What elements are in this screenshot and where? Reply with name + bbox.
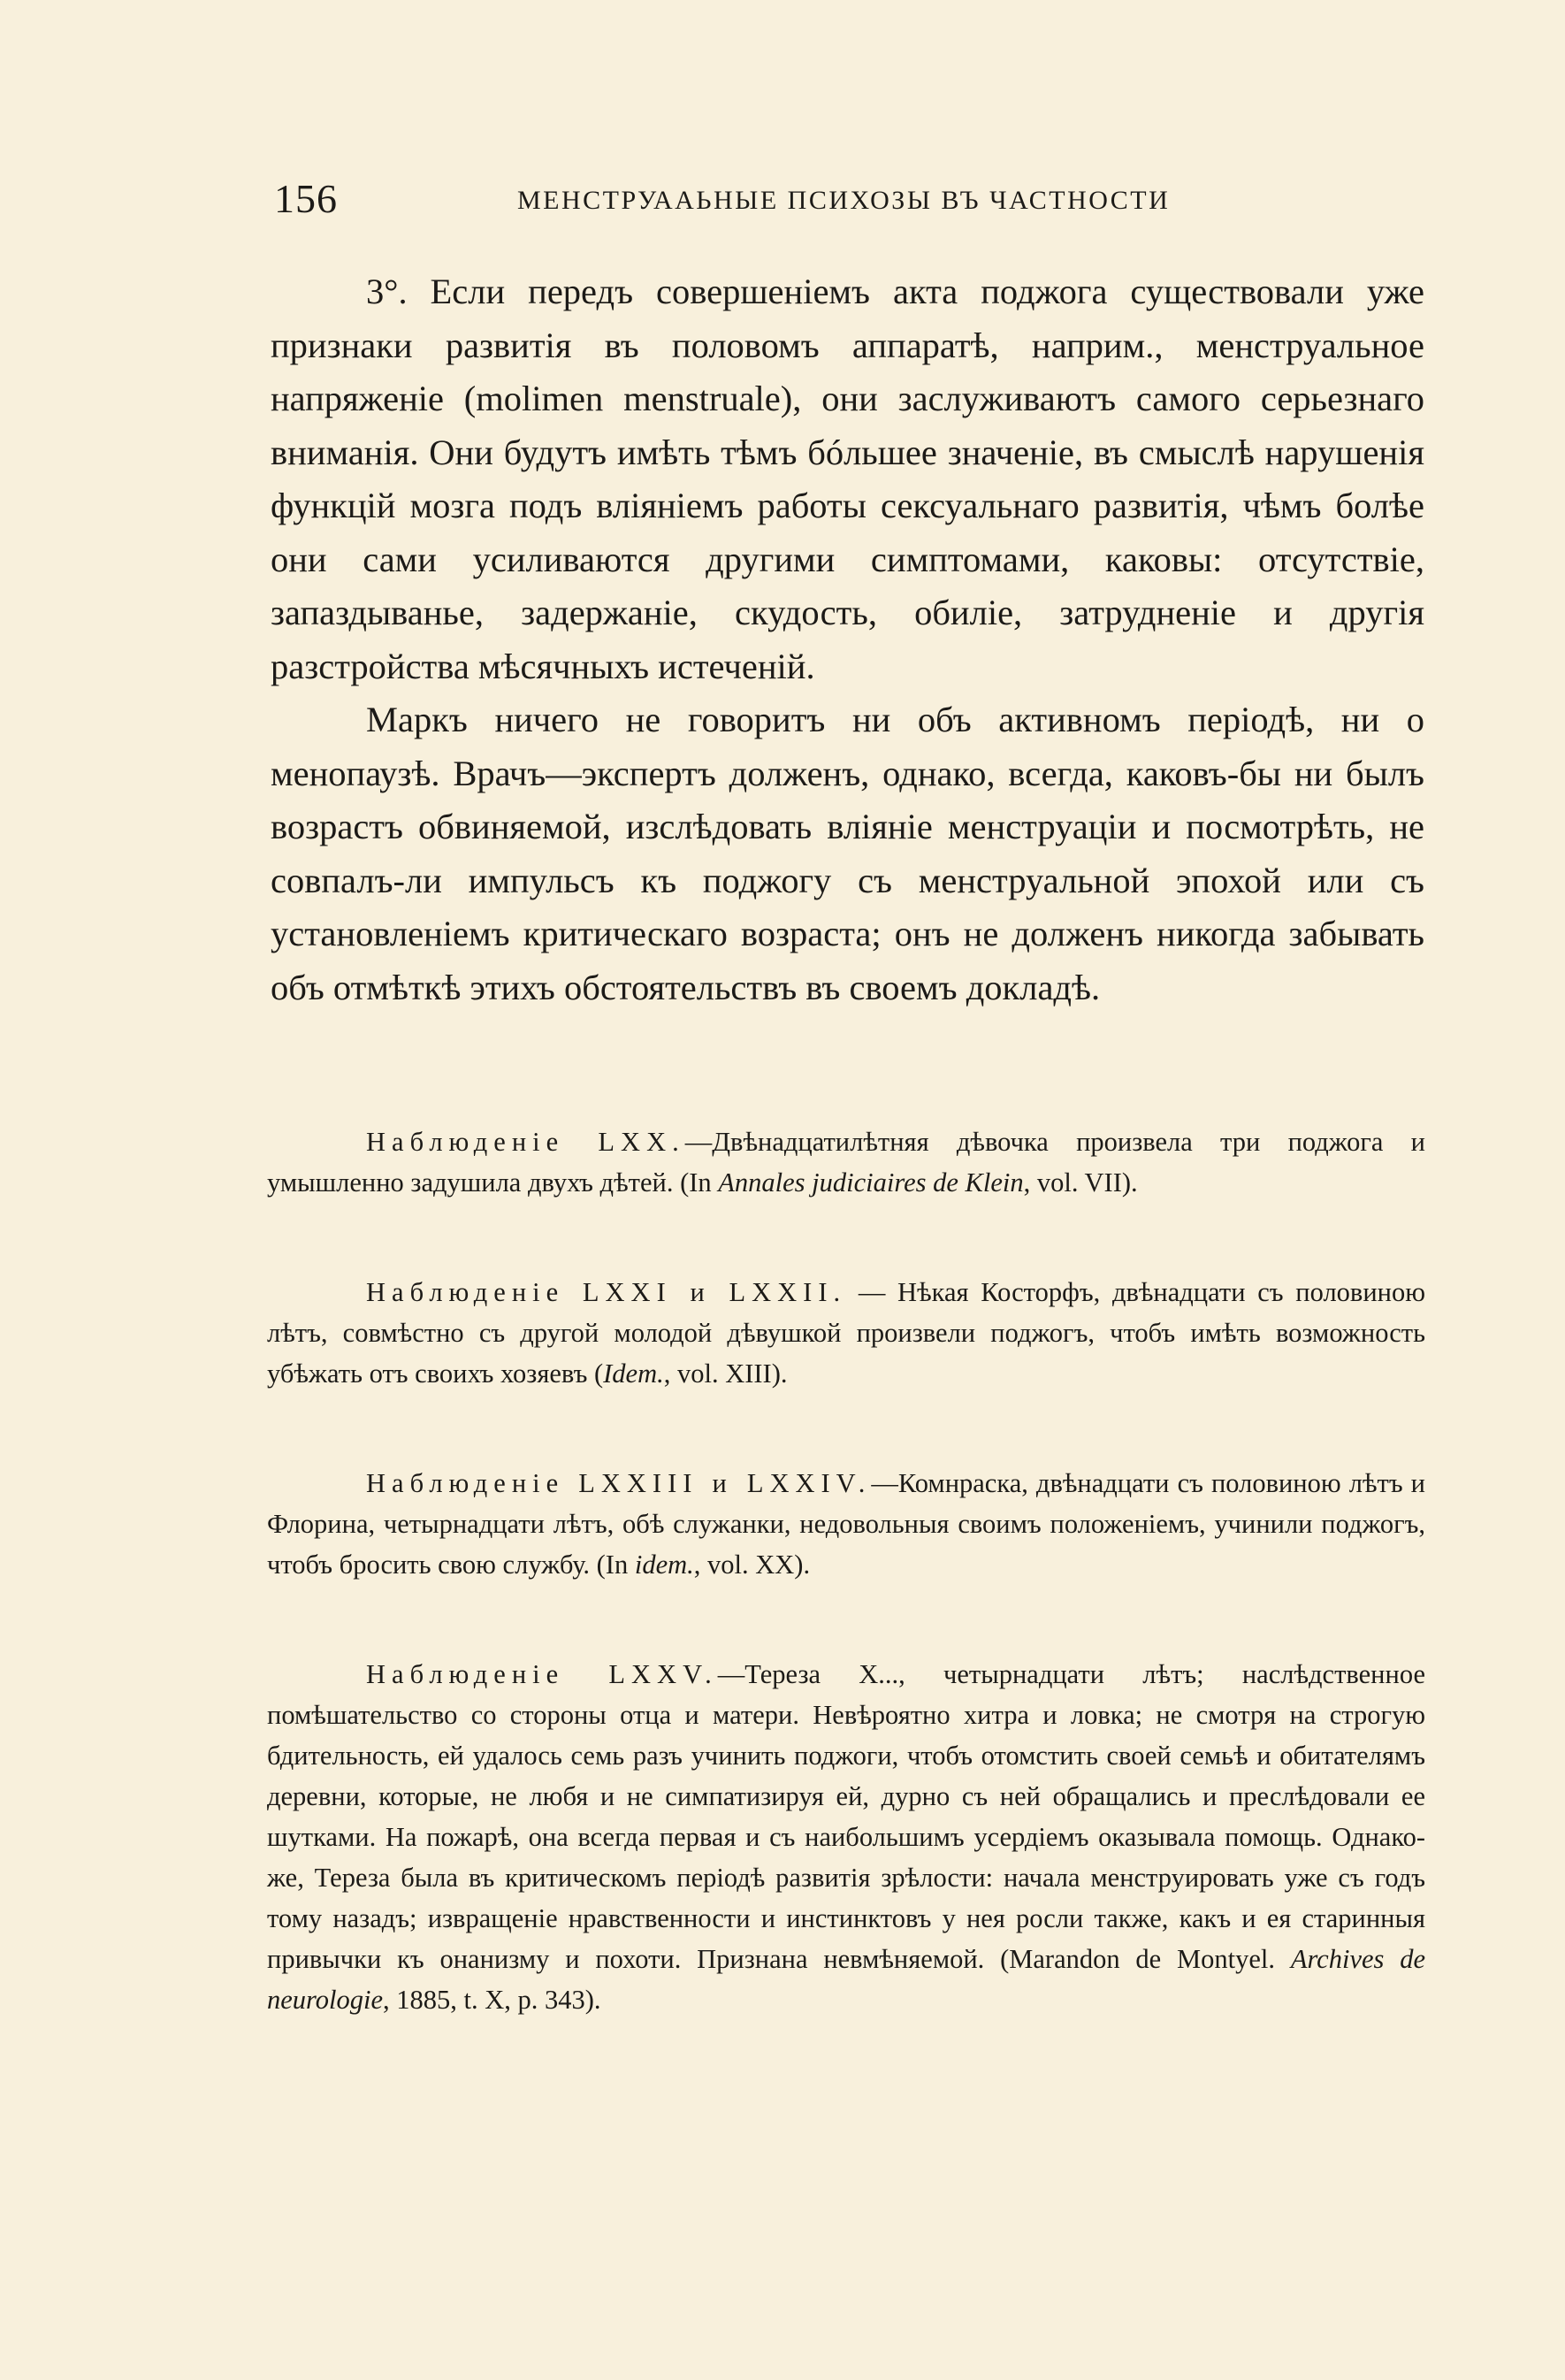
observation-source: idem. xyxy=(634,1550,694,1580)
observation-71-72 xyxy=(267,1272,1425,1394)
observation-text: — Нѣкая Косторфъ, двѣнадцати съ половиною лѣтъ, совмѣстно съ другой молодой дѣвушкой произвели поджогъ, чтобъ имѣть возможность убѣжать отъ своихъ хозяевъ ( xyxy=(267,1277,1425,1389)
observation-text-end: , vol. VII). xyxy=(1023,1167,1138,1198)
observation-75 xyxy=(267,1654,1425,2020)
observation-70 xyxy=(267,1121,1425,1203)
observation-text: —Тереза X..., четырнадцати лѣтъ; наслѣдственное помѣшательство со стороны отца и матери. Невѣроятно хитра и ловка; не смотря на строгую бдительность, ей удалось семь разъ учинить поджоги, чтобъ отомстить своей семьѣ и обитателямъ деревни, которые, не любя и не симпатизируя ей, дурно съ ней обращались и преслѣдовали ее шутками. На пожарѣ, она всегда первая и съ наибольшимъ усердіемъ оказывала помощь. Однако-же, Тереза была въ критическомъ періодѣ развитія зрѣлости: начала менструировать уже съ годъ тому назадъ; извращеніе нравственности и инстинктовъ у нея росли также, какъ и ея старинныя привычки къ онанизму и похоти. Признана невмѣняемой. (Marandon de Montyel. xyxy=(267,1659,1425,1974)
paragraph: Маркъ ничего не говоритъ ни объ активномъ періодѣ, ни о менопаузѣ. Врачъ—экспертъ долженъ, однако, всегда, каковъ-бы ни былъ возрастъ обвиняемой, изслѣдовать вліяніе менструаціи и посмотрѣть, не совпалъ-ли импульсъ къ поджогу съ менструальной эпохой или съ установленіемъ критическаго возраста; онъ не долженъ никогда забывать объ отмѣткѣ этихъ обстоятельствъ въ своемъ докладѣ. xyxy=(271,700,1424,1007)
observation-label: Наблюденіе LXXIII и LXXIV. xyxy=(366,1468,872,1498)
observation-source: Archives de neurologie xyxy=(267,1944,1425,2015)
observation-source: Annales judiciaires de Klein xyxy=(718,1167,1024,1198)
observation-label: Наблюденіе LXX. xyxy=(366,1127,685,1157)
observation-text-end: , 1885, t. X, p. 343). xyxy=(383,1985,601,2015)
page-number: 156 xyxy=(274,176,338,221)
observation-73-74 xyxy=(267,1463,1425,1585)
observation-text: —Комнраска, двѣнадцати съ половиною лѣтъ и Флорина, четырнадцати лѣтъ, обѣ служанки, недовольныя своимъ положеніемъ, учинили поджогъ, чтобъ бросить свою службу. (In xyxy=(267,1468,1426,1580)
observation-text-end: , vol. XIII). xyxy=(663,1358,788,1389)
observation-source: Idem. xyxy=(603,1358,664,1389)
paragraph: 3°. Если передъ совершеніемъ акта поджога существовали уже признаки развитія въ половомъ аппаратѣ, наприм., менструальное напряженіе (molimen menstruale), они заслуживаютъ самого серьезнаго вниманія. Они будутъ имѣть тѣмъ бóльшее значеніе, въ смыслѣ нарушенія функцій мозга подъ вліяніемъ работы сексуальнаго развитія, чѣмъ болѣе они сами усиливаются другими симптомами, каковы: отсутствіе, запаздыванье, задержаніе, скудость, обиліе, затрудненіе и другія разстройства мѣсячныхъ истеченій. xyxy=(271,272,1424,686)
observation-text-end: , vol. XX). xyxy=(693,1550,811,1580)
observation-label: Наблюденіе LXXI и LXXII. xyxy=(366,1277,847,1307)
page-header xyxy=(274,175,1468,232)
main-text xyxy=(271,265,1424,1014)
observations xyxy=(267,1121,1425,2089)
observation-text: —Двѣнадцатилѣтняя дѣвочка произвела три поджога и умышленно задушила двухъ дѣтей. (In xyxy=(267,1127,1426,1198)
running-title: МЕНСТРУААЬНЫЕ ПСИХОЗЫ ВЪ ЧАСТНОСТИ xyxy=(517,186,1171,215)
observation-label: Наблюденіе LXXV. xyxy=(366,1659,718,1689)
